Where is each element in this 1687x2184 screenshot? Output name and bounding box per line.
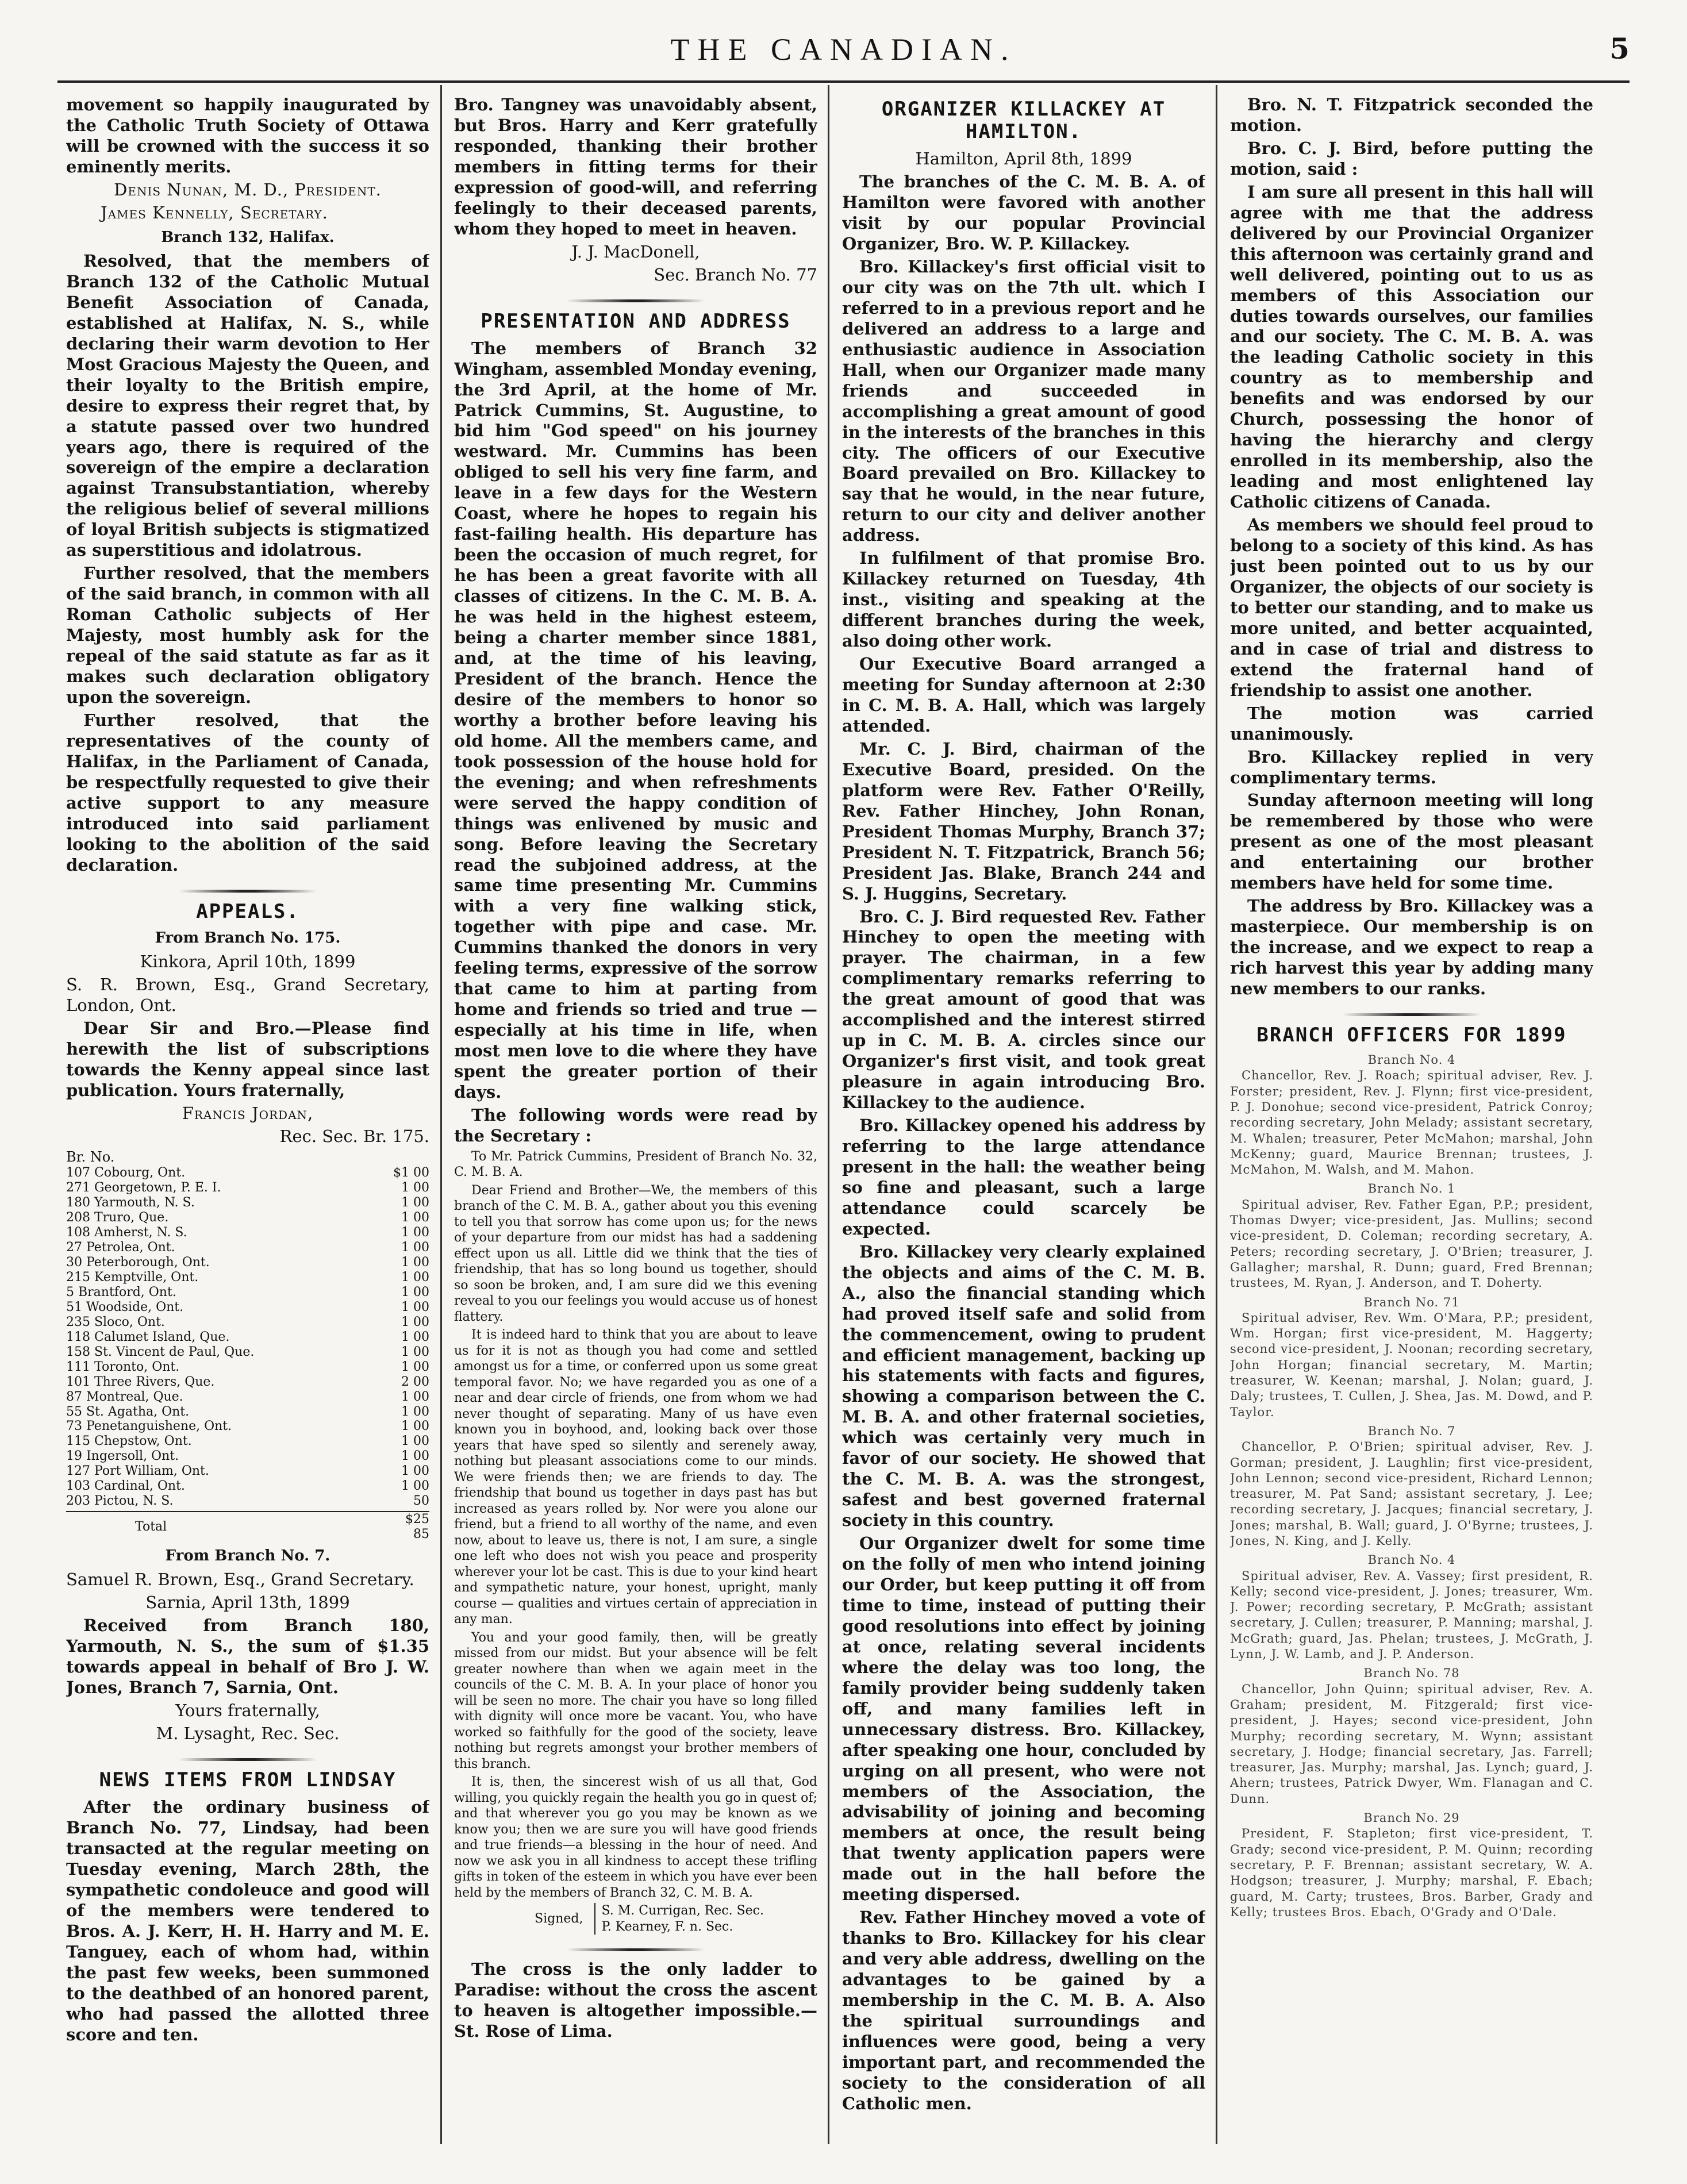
branch-subhead: Branch No. 29 xyxy=(1363,1811,1460,1825)
letter-body: Received from Branch 180, Yarmouth, N. S., the sum of $1.35 towards appeal in behalf of Bro J. W. Jones, Branch 7, Sarnia, Ont. xyxy=(66,1616,429,1698)
branch-amount: 1 00 xyxy=(401,1299,429,1314)
branch-name: 87 Montreal, Que. xyxy=(66,1389,183,1404)
subscription-list xyxy=(66,1166,429,1509)
column-4 xyxy=(1230,95,1593,2138)
branch-name: 108 Amherst, N. S. xyxy=(66,1225,187,1240)
officers-text: Chancellor, Rev. J. Roach; spiritual adviser, Rev. J. Forster; president, Rev. J. Flynn; first vice-president, P. J. Donohue; second vice-president, Patrick Conroy; recording secretary, John Melady; assistant secretary, M. Whalen; treasurer, Peter McMahon; marshal, John McKenny; guard, Maurice Brennan; trustees, J. McMahon, M. Walsh, and M. Mahon. xyxy=(1230,1068,1593,1177)
branch-amount: 1 00 xyxy=(401,1479,429,1494)
section-heading: NEWS ITEMS FROM LINDSAY xyxy=(99,1768,397,1791)
list-item xyxy=(66,1419,429,1434)
branch-name: 19 Ingersoll, Ont. xyxy=(66,1449,179,1464)
branch-name: 55 St. Agatha, Ont. xyxy=(66,1404,190,1419)
signature: J. J. MacDonell, xyxy=(571,241,700,262)
branch-amount: 1 00 xyxy=(401,1389,429,1404)
section-heading: ORGANIZER KILLACKEY AT HAMILTON. xyxy=(881,98,1166,144)
list-item xyxy=(66,1225,429,1240)
address-salutation: To Mr. Patrick Cummins, President of Branch No. 32, C. M. B. A. xyxy=(454,1149,817,1180)
officers-text: Chancellor, P. O'Brien; spiritual adviser, Rev. J. Gorman; president, J. Laughlin; first vice-president, John Lennon; second vice-president, Richard Lennon; treasurer, M. Pat Sand; assistant secretary, J. Lee; recording secretary, J. Jacques; financial secretary, J. Jones; marshal, B. Wall; guard, J. O'Byrne; trustees, J. Jones, N. King, and J. Kelly. xyxy=(1230,1440,1593,1548)
branch-subhead: Branch No. 71 xyxy=(1363,1295,1460,1309)
article-text: Mr. C. J. Bird, chairman of the Executive Board, presided. On the platform were Rev. Father O'Reilly, Rev. Father Hinchey, John Ronan, President Thomas Murphy, Branch 37; President N. T. Fitzpatrick, Branch 56; President Jas. Blake, Branch 244 and S. J. Huggins, Secretary. xyxy=(842,739,1205,903)
article-text: Bro. Tangney was unavoidably absent, but Bros. Harry and Kerr gratefully responded, thanking their brother members in fitting terms for their expression of good-will, and referring feelingly to their deceased parents, whom they hoped to meet in heaven. xyxy=(454,95,817,239)
branch-amount: 1 00 xyxy=(401,1344,429,1359)
address-text: It is indeed hard to think that you are about to leave us for it is not as though you had come and settled amongst us for a time, or conferred upon us some great temporal favor. No; we have regarded you as one of a near and dear circle of friends, one from whom we had never thought of separating. Many of us have even known you in boyhood, and, looking back over those years that have sped so silently and serenely away, nothing but pleasant associations come to our minds. We were friends then; we are friends to day. The friendship that bound us together in days past has but increased as years rolled by. Nor were you alone our friend, but a friend to all worthy of the name, and even now, about to leave us, there is not, I am sure, a single one left who does not wish you peace and prosperity wherever your lot be cast. This is due to your kind heart and sympathetic nature, your honest, upright, manly course — qualities and virtues certain of appreciation in any man. xyxy=(454,1328,817,1627)
officers-text: Chancellor, John Quinn; spiritual adviser, Rev. A. Graham; president, M. Fitzgerald; first vice-president, J. Hayes; second vice-president, John Murphy; recording secretary, M. Wynn; assistant secretary, J. Hodge; financial secretary, Jas. Farrell; treasurer, Jas. Murphy; marshal, Jas. Lynch; guard, J. Ahern; trustees, Patrick Dwyer, Wm. Flanagan and C. Dunn. xyxy=(1230,1682,1593,1806)
branch-name: 5 Brantford, Ont. xyxy=(66,1285,176,1299)
signature: James Kennelly, Secretary. xyxy=(101,202,328,222)
article-text: Further resolved, that the members of the said branch, in common with all Roman Catholic subjects of Her Majesty, most humbly ask for the repeal of the said statute as far as it makes such declaration obligatory upon the sovereign. xyxy=(66,563,429,707)
branch-amount: 1 00 xyxy=(401,1434,429,1449)
dateline: Hamilton, April 8th, 1899 xyxy=(915,149,1132,169)
branch-amount: 1 00 xyxy=(401,1225,429,1240)
list-item xyxy=(66,1166,429,1181)
branch-name: 215 Kemptville, Ont. xyxy=(66,1270,199,1285)
article-text: The members of Branch 32 Wingham, assembled Monday evening, the 3rd April, at the home of Mr. Patrick Cummins, St. Augustine, to bid him "God speed" on his journey westward. Mr. Cummins has been obliged to sell his very fine farm, and leave in a few days for the Western Coast, where he hopes to regain his fast-failing health. His departure has been the occasion of much regret, for he has been a great favorite with all classes of citizens. In the C. M. B. A. he was held in the highest esteem, being a charter member since 1881, and, at the time of his leaving, President of the branch. Hence the desire of the members to honor so worthy a brother before leaving his old home. All the members came, and took possession of the house hold for the evening; and when refreshments were served the happy condition of things was enlivened by music and song. Before leaving the Secretary read the subjoined address, at the same time presenting Mr. Cummins with a very fine walking stick, together with pipe and case. Mr. Cummins thanked the donors in very feeling terms, expressive of the sorrow that came to him at parting from home and friends so tried and true — especially at his time in life, when most men love to die where they have spent the greater portion of their days. xyxy=(454,338,817,1102)
branch-amount: 1 00 xyxy=(401,1270,429,1285)
officers-text: President, F. Stapleton; first vice-president, T. Grady; second vice-president, P. M. Quinn; recording secretary, P. F. Brennan; assistant secretary, W. A. Hodgson; treasurer, J. Murphy; marshal, F. Ebach; guard, M. Carty; trustees, Bros. Barber, Grady and Kelly; trustees Bros. Ebach, O'Grady and O'Dale. xyxy=(1230,1827,1593,1919)
column-divider xyxy=(1216,85,1217,2144)
list-item xyxy=(66,1315,429,1330)
branch-amount: 2 00 xyxy=(401,1374,429,1389)
branch-amount: 1 00 xyxy=(401,1240,429,1255)
subscription-total xyxy=(66,1511,429,1542)
list-item xyxy=(66,1240,429,1255)
list-item xyxy=(66,1375,429,1390)
branch-name: 118 Calumet Island, Que. xyxy=(66,1329,230,1344)
branch-amount: 1 00 xyxy=(401,1419,429,1434)
article-text: Further resolved, that the representatives of the county of Halifax, in the Parliament of Canada, be respectfully requested to give their active support to any measure introduced into said parliament looking to the abolition of the said declaration. xyxy=(66,710,429,875)
section-subhead: Branch 132, Halifax. xyxy=(161,228,335,246)
branch-amount: $1 00 xyxy=(393,1166,429,1181)
section-subhead: From Branch No. 175. xyxy=(155,929,341,947)
branch-subhead: Branch No. 78 xyxy=(1363,1666,1460,1681)
article-text: Bro. N. T. Fitzpatrick seconded the motion. xyxy=(1230,95,1593,135)
branch-subhead: Branch No. 7 xyxy=(1367,1424,1456,1438)
branch-amount: 1 00 xyxy=(401,1329,429,1344)
branch-subhead: Branch No. 4 xyxy=(1367,1053,1456,1067)
branch-name: 107 Cobourg, Ont. xyxy=(66,1166,186,1181)
letter-body: Dear Sir and Bro.—Please find herewith the list of subscriptions towards the Kenny appeal since last publication. Yours fraternally, xyxy=(66,1018,429,1100)
separator-ornament xyxy=(179,890,317,893)
branch-amount: 1 00 xyxy=(401,1314,429,1329)
section-heading: BRANCH OFFICERS FOR 1899 xyxy=(1256,1023,1567,1047)
branch-amount: 1 00 xyxy=(401,1464,429,1479)
article-text: After the ordinary business of Branch No. 77, Lindsay, had been transacted at the regular meeting on Tuesday evening, March 28th, the sympathetic condoleuce and good will of the members were tendered to Bros. A. J. Kerr, H. H. Harry and M. E. Tanguey, each of whom had, within the past few weeks, been summoned to the deathbed of an honored parent, who had passed the allotted three score and ten. xyxy=(66,1797,429,2044)
branch-name: 30 Peterborough, Ont. xyxy=(66,1255,210,1270)
list-item xyxy=(66,1434,429,1449)
signer: S. M. Currigan, Rec. Sec. xyxy=(601,1904,764,1918)
article-text: Bro. Killackey replied in very complimentary terms. xyxy=(1230,747,1593,787)
article-text: Our Executive Board arranged a meeting for Sunday afternoon at 2:30 in C. M. B. A. Hall, which was largely attended. xyxy=(842,654,1205,736)
branch-name: 51 Woodside, Ont. xyxy=(66,1299,184,1314)
branch-name: 101 Three Rivers, Que. xyxy=(66,1374,215,1389)
section-subhead: From Branch No. 7. xyxy=(165,1547,331,1565)
newspaper-title: THE CANADIAN. xyxy=(670,32,1017,67)
list-item xyxy=(66,1285,429,1300)
branch-name: 127 Port William, Ont. xyxy=(66,1464,209,1479)
article-text: Bro. C. J. Bird requested Rev. Father Hinchey to open the meeting with prayer. The chairman, in a few complimentary remarks referring to the great amount of good that was accomplished and the interest stirred up in C. M. B. A. circles since our Organizer's first visit, and took great pleasure in again introducing Bro. Killackey to the audience. xyxy=(842,906,1205,1113)
dateline: Kinkora, April 10th, 1899 xyxy=(140,951,356,971)
list-item xyxy=(66,1255,429,1270)
branch-subhead: Branch No. 4 xyxy=(1367,1553,1456,1567)
branch-amount: 1 00 xyxy=(401,1404,429,1419)
article-text: Resolved, that the members of Branch 132 of the Catholic Mutual Benefit Association of Canada, established at Halifax, N. S., while declaring their warm devotion to Her Most Gracious Majesty the Queen, and their loyalty to the British empire, desire to express their regret that, by a statute passed over two hundred years ago, there is required of the sovereign of the empire a declaration against Transubstantiation, whereby the religious belief of several millions of loyal British subjects is stigmatized as superstitious and idolatrous. xyxy=(66,251,429,560)
list-item xyxy=(66,1464,429,1479)
branch-amount: 1 00 xyxy=(401,1255,429,1270)
total-label: Total xyxy=(135,1520,167,1535)
article-text: The following words were read by the Secretary : xyxy=(454,1105,817,1145)
branch-amount: 1 00 xyxy=(401,1359,429,1374)
article-text: The branches of the C. M. B. A. of Hamilton were favored with another visit by our popular Provincial Organizer, Bro. W. P. Killackey. xyxy=(842,172,1205,253)
article-text: Bro. Killackey very clearly explained the objects and aims of the C. M. B. A., also the financial standing which had proved itself safe and solid from the commencement, owing to prudent and efficient management, backing up his statements with facts and figures, showing a comparison between the C. M. B. A. and other fraternal societies, which was certainly very much in favor of our society. He showed that the C. M. B. A. was the strongest, safest and best governed fraternal society in this country. xyxy=(842,1241,1205,1531)
officers-text: Spiritual adviser, Rev. Father Egan, P.P.; president, Thomas Dwyer; vice-president, Jas. Mullins; second vice-president, D. Coleman; recording secretary, A. Peters; recording secretary, J. O'Brien; treasurer, J. Gallagher; marshal, R. Dunn; guard, Fred Brennan; trustees, M. Ryan, J. Anderson, and T. Doherty. xyxy=(1230,1197,1593,1290)
addressee: Samuel R. Brown, Esq., Grand Secretary. xyxy=(66,1570,414,1590)
list-item xyxy=(66,1195,429,1210)
separator-ornament xyxy=(567,299,705,302)
signed-label: Signed, xyxy=(535,1912,583,1927)
branch-name: 115 Chepstow, Ont. xyxy=(66,1434,192,1449)
branch-name: 73 Penetanguishene, Ont. xyxy=(66,1419,232,1434)
address-text: You and your good family, then, will be greatly missed from our midst. But your absence will be felt greater nowhere than when we again meet in the councils of the C. M. B. A. In your place of honor you will be seen no more. The chair you have so long filled with dignity will once more be vacant. You, who have worked so faithfully for the good of the society, leave nothing but regrets amongst your brother members of this branch. xyxy=(454,1630,817,1771)
branch-amount: 1 00 xyxy=(401,1181,429,1195)
officers-text: Spiritual adviser, Rev. A. Vassey; first president, R. Kelly; second vice-president, J. Jones; treasurer, Wm. J. Power; recording secretary, P. McGrath; assistant secretary, J. Cullen; treasurer, P. Manning; marshal, J. McGrath; guard, Jas. Phelan; trustees, J. McGrath, J. Lynn, J. W. Lamb, and J. P. Anderson. xyxy=(1230,1568,1593,1662)
list-header: Br. No. xyxy=(66,1149,115,1166)
separator-ornament xyxy=(1343,1013,1481,1016)
list-item xyxy=(66,1300,429,1315)
masthead-rule xyxy=(57,80,1630,83)
article-text: As members we should feel proud to belong to a society of this kind. As has just been pointed out to us by our Organizer, the objects of our society is to better our standing, and to make us more united, and better acquainted, and in case of trial and distress to extend the fraternal hand of friendship to assist one another. xyxy=(1230,515,1593,700)
article-text: movement so happily inaugurated by the Catholic Truth Society of Ottawa will be crowned with the success it so eminently merits. xyxy=(66,95,429,176)
branch-name: 180 Yarmouth, N. S. xyxy=(66,1195,195,1210)
closing: Yours fraternally, xyxy=(175,1701,320,1721)
quotation: The cross is the only ladder to Paradise: without the cross the ascent to heaven is altogether impossible.—St. Rose of Lima. xyxy=(454,1959,817,2041)
list-item xyxy=(66,1360,429,1375)
article-text: Bro. Killackey's first official visit to our city was on the 7th ult. which I referred to in a previous report and he delivered an address to a large and enthusiastic audience in Association Hall, when our Organizer made many friends and succeeded in accomplishing a great amount of good in the interests of the branches in this city. The officers of our Executive Board prevailed on Bro. Killackey to say that he would, in the near future, return to our city and deliver another address. xyxy=(842,256,1205,545)
branch-amount: 50 xyxy=(413,1494,429,1509)
branch-name: 235 Sloco, Ont. xyxy=(66,1314,165,1329)
branch-name: 208 Truro, Que. xyxy=(66,1210,169,1225)
section-heading: APPEALS. xyxy=(196,899,299,923)
signature: Sec. Branch No. 77 xyxy=(654,264,817,284)
article-text: Our Organizer dwelt for some time on the folly of men who intend joining our Order, but keep putting it off from time to time, instead of putting their good resolutions into effect by joining at once, relating several incidents where the delay was too long, the family provider being suddenly taken off, and many families left in unnecessary distress. Bro. Killackey, after speaking one hour, concluded by urging on all present, who were not members of the Association, the advisability of joining and becoming members at once, the result being that twenty application papers were made out in the hall before the meeting dispersed. xyxy=(842,1533,1205,1905)
branch-name: 203 Pictou, N. S. xyxy=(66,1494,174,1509)
branch-name: 271 Georgetown, P. E. I. xyxy=(66,1181,221,1195)
list-item xyxy=(66,1270,429,1285)
article-text: Sunday afternoon meeting will long be remembered by those who were present as one of the most pleasant and entertaining our brother members have held for some time. xyxy=(1230,790,1593,893)
separator-ornament xyxy=(179,1758,317,1761)
article-text: Rev. Father Hinchey moved a vote of thanks to Bro. Killackey for his clear and very able address, dwelling on the advantages to be gained by a membership in the C. M. B. A. Also the spiritual surroundings and influences were good, being a very important part, and recommended the society to the consideration of all Catholic men. xyxy=(842,1908,1205,2113)
signature: Rec. Sec. Br. 175. xyxy=(279,1126,429,1146)
column-2 xyxy=(454,95,817,2138)
article-text: In fulfilment of that promise Bro. Killackey returned on Tuesday, 4th inst., visiting and speaking at the different branches during the week, also doing other work. xyxy=(842,548,1205,651)
branch-officers-list xyxy=(1230,1052,1593,1920)
branch-name: 103 Cardinal, Ont. xyxy=(66,1479,185,1494)
signature: Denis Nunan, M. D., President. xyxy=(114,179,382,199)
list-item xyxy=(66,1330,429,1345)
article-text: Bro. Killackey opened his address by referring to the large attendance present in the hall: the weather being so fine and pleasant, such a large attendance could scarcely be expected. xyxy=(842,1116,1205,1239)
list-item xyxy=(66,1449,429,1464)
column-3 xyxy=(842,95,1205,2138)
separator-ornament xyxy=(567,1948,705,1951)
section-heading: PRESENTATION AND ADDRESS xyxy=(481,309,791,333)
list-item xyxy=(66,1181,429,1195)
branch-amount: 1 00 xyxy=(401,1210,429,1225)
column-1 xyxy=(66,95,429,2138)
list-item xyxy=(66,1479,429,1494)
article-text: I am sure all present in this hall will agree with me that the address delivered by our Provincial Organizer this afternoon was certainly grand and well delivered, pointing out to us as members of this Association our duties towards ourselves, our families and our society. The C. M. B. A. was the leading Catholic society in this country as to membership and benefits and was endorsed by our Church, possessing the honor of having the hierarchy and clergy enrolled in its membership, also the leading and most enlightened lay Catholic citizens of Canada. xyxy=(1230,182,1593,512)
list-item xyxy=(66,1210,429,1225)
branch-name: 158 St. Vincent de Paul, Que. xyxy=(66,1344,255,1359)
address-text: It is, then, the sincerest wish of us all that, God willing, you quickly regain the health you go in quest of; and that wherever you go you may be known as we know you; then we are sure you will have good friends and true friends—a blessing in the hour of need. And now we ask you in all kindness to accept these trifling gifts in token of the esteem in which you have ever been held by the members of Branch 32, C. M. B. A. xyxy=(454,1775,817,1900)
addressee: S. R. Brown, Esq., Grand Secretary, London, Ont. xyxy=(66,974,429,1015)
dateline: Sarnia, April 13th, 1899 xyxy=(145,1593,350,1613)
signer: P. Kearney, F. n. Sec. xyxy=(601,1919,733,1934)
list-item xyxy=(66,1345,429,1360)
branch-amount: 1 00 xyxy=(401,1195,429,1210)
list-item xyxy=(66,1405,429,1420)
masthead xyxy=(57,32,1630,72)
branch-amount: 1 00 xyxy=(401,1449,429,1464)
article-text: The address by Bro. Killackey was a masterpiece. Our membership is on the increase, and we expect to reap a rich harvest this year by adding many new members to our ranks. xyxy=(1230,896,1593,999)
branch-name: 111 Toronto, Ont. xyxy=(66,1359,180,1374)
signature: M. Lysaght, Rec. Sec. xyxy=(156,1723,340,1743)
branch-subhead: Branch No. 1 xyxy=(1367,1182,1456,1196)
column-divider xyxy=(440,85,442,2144)
list-item xyxy=(66,1494,429,1509)
article-text: The motion was carried unanimously. xyxy=(1230,703,1593,744)
branch-amount: 1 00 xyxy=(401,1285,429,1299)
total-amount: $25 85 xyxy=(405,1512,429,1542)
branch-name: 27 Petrolea, Ont. xyxy=(66,1240,175,1255)
column-divider xyxy=(828,85,829,2144)
signature: Francis Jordan, xyxy=(182,1103,314,1123)
page-number: 5 xyxy=(1609,32,1630,66)
address-text: Dear Friend and Brother—We, the members of this branch of the C. M. B. A., gather about you this evening to tell you that sorrow has come upon us; for the news of your departure from our midst has had a saddening effect upon us all. Little did we think that the ties of friendship, that has so long bound us together, should so soon be broken, and, I am sure did we this evening reveal to you our feelings you would accuse us of honest flattery. xyxy=(454,1183,817,1324)
article-text: Bro. C. J. Bird, before putting the motion, said : xyxy=(1230,138,1593,179)
list-item xyxy=(66,1390,429,1405)
officers-text: Spiritual adviser, Rev. Wm. O'Mara, P.P.; president, Wm. Horgan; first vice-president, M. Haggerty; second vice-president, J. Noonan; recording secretary, John Horgan; financial secretary, M. Martin; treasurer, W. Keenan; marshal, J. Nolan; guard, J. Daly; trustees, T. Cullen, J. Shea, Jas. M. Dowd, and P. Taylor. xyxy=(1230,1310,1593,1419)
